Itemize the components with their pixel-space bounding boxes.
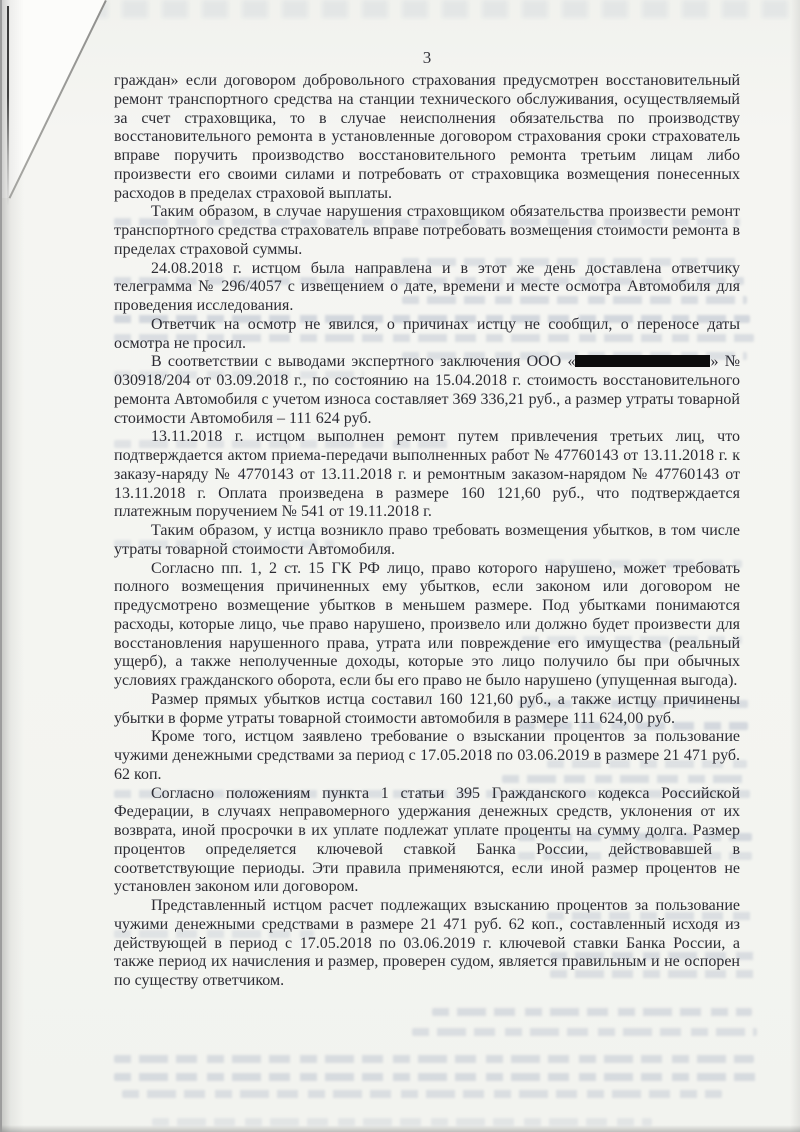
document-text <box>114 72 740 991</box>
bleedthrough-artifact <box>122 1090 722 1098</box>
paragraph: Представленный истцом расчет подлежащих взысканию процентов за пользование чужими денежными средствами в размере 21 471 руб. 62 коп., составленный исходя из действующей в период с 17.05.2018 по 03.06.2019 г. ключевой ставки Банка России, а также период их начисления и размер, проверен судом, является правильным и не оспорен по существу ответчиком. <box>114 897 740 989</box>
redaction-bar <box>575 355 710 367</box>
bleedthrough-artifact <box>114 1055 754 1063</box>
paragraph: Кроме того, истцом заявлено требование о взыскании процентов за пользование чужими денежными средствами за период с 17.05.2018 по 03.06.2019 в размере 21 471 руб. 62 коп. <box>114 728 740 783</box>
paragraph: Ответчик на осмотр не явился, о причинах истцу не сообщил, о переносе даты осмотра не просил. <box>114 315 740 352</box>
paragraph: 13.11.2018 г. истцом выполнен ремонт путем привлечения третьих лиц, что подтверждается актом приема-передачи выполненных работ № 47760143 от 13.11.2018 г. к заказу-наряду № 4770143 от 13.11.2018 г. и ремонтным заказом-нарядом № 47760143 от 13.11.2018 г. Оплата произведена в размере 160 121,60 руб., что подтверждается платежным поручением № 541 от 19.11.2018 г. <box>114 428 740 521</box>
bleedthrough-artifact <box>114 1073 759 1081</box>
paragraph: Размер прямых убытков истца составил 160 121,60 руб., а также истцу причинены убытки в форме утраты товарной стоимости автомобиля в размере 111 624,00 руб. <box>114 690 740 727</box>
paragraph: Согласно положениям пункта 1 статьи 395 Гражданского кодекса Российской Федерации, в случаях неправомерного удержания денежных средств, уклонения от их возврата, иной просрочки в их уплате подлежат уплате проценты на сумму долга. Размер процентов определяется ключевой ставкой Банка России, действовавшей в соответствующие периоды. Эти правила применяются, если иной размер процентов не установлен законом или договором. <box>114 784 740 896</box>
bleedthrough-artifact <box>412 1028 757 1036</box>
bleedthrough-artifact <box>152 1118 652 1126</box>
paragraph: Согласно пп. 1, 2 ст. 15 ГК РФ лицо, право которого нарушено, может требовать полного возмещения причиненных ему убытков, если законом или договором не предусмотрено возмещение убытков в меньшем размере. Под убытками понимаются расходы, которые лицо, чье право нарушено, произвело или должно будет произвести для восстановления нарушенного права, утрата или повреждение его имущества (реальный ущерб), а также неполученные доходы, которые это лицо получило бы при обычных условиях гражданского оборота, если бы его право не было нарушено (упущенная выгода). <box>114 559 740 689</box>
bleedthrough-artifact <box>432 1008 752 1016</box>
scan-noise-band <box>2 0 800 18</box>
paragraph: Таким образом, у истца возникло право требовать возмещения убытков, в том числе утраты товарной стоимости Автомобиля. <box>114 522 740 558</box>
right-edge-shadow <box>790 0 800 1132</box>
page-number: 3 <box>422 48 432 67</box>
bottom-edge-shadow <box>2 1125 800 1132</box>
paragraph: В соответствии с выводами экспертного заключения ООО « » № 030918/204 от 03.09.2018 г., по состоянию на 15.04.2018 г. стоимость восстановительного ремонта Автомобиля с учетом износа составляет 369 336,21 руб., а размер утраты товарной стоимости Автомобиля – 111 624 руб. <box>114 353 740 427</box>
paragraph: Таким образом, в случае нарушения страховщиком обязательства произвести ремонт транспортного средства страхователь вправе потребовать возмещения стоимости ремонта в пределах страховой суммы. <box>114 203 740 258</box>
page-edge-line <box>7 6 9 206</box>
paragraph: граждан» если договором добровольного страхования предусмотрен восстановительный ремонт транспортного средства на станции технического обслуживания, осуществляемый за счет страховщика, то в случае неисполнения обязательства по производству восстановительного ремонта в установленные договором страхования сроки страхователь вправе поручить производство восстановительного ремонта третьим лицам либо произвести его своими силами и потребовать от страховщика возмещения понесенных расходов в пределах страховой выплаты. <box>114 72 740 202</box>
scanned-document-page <box>2 0 800 1132</box>
paragraph: 24.08.2018 г. истцом была направлена и в этот же день доставлена ответчику телеграмма № 296/4057 с извещением о дате, времени и месте осмотра Автомобиля для проведения исследования. <box>114 259 740 314</box>
